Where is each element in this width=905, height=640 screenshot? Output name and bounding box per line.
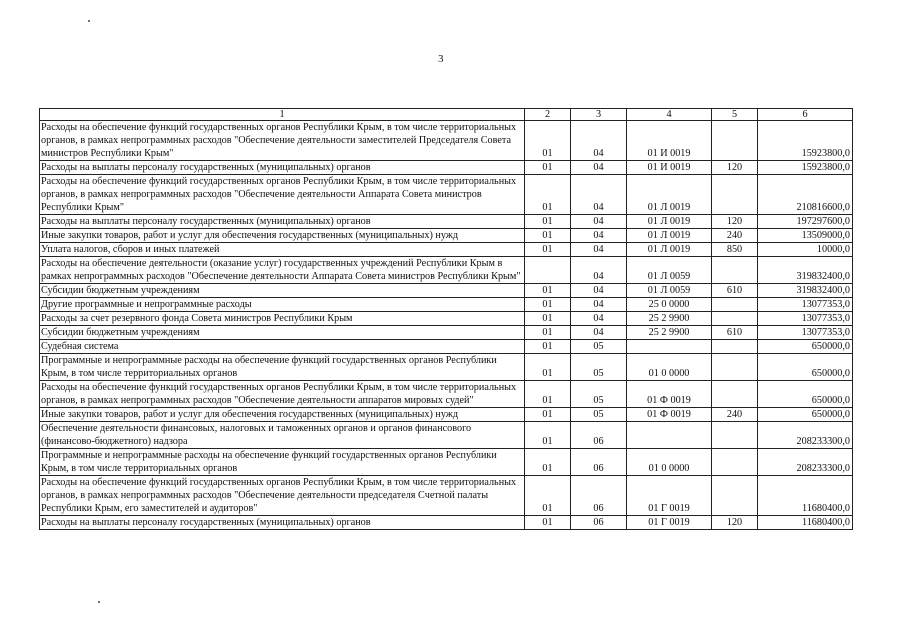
row-target-code-cell: 01 Л 0019 [627, 215, 712, 229]
table-row [40, 229, 853, 243]
row-target-code-cell: 01 Л 0019 [627, 229, 712, 243]
row-amount-cell: 650000,0 [758, 340, 853, 354]
row-section-cell: 01 [525, 298, 571, 312]
row-section-cell: 01 [525, 121, 571, 161]
row-name-cell: Расходы на обеспечение функций государственных органов Республики Крым, в том числе территориальных органов, в рамках непрограммных расходов "Обеспечение деятельности председателя Счетной палаты Республики Крым, его заместителей и аудиторов" [40, 476, 525, 516]
row-expense-type-cell [712, 476, 758, 516]
row-section-cell: 01 [525, 408, 571, 422]
table-row [40, 422, 853, 449]
row-name-cell: Субсидии бюджетным учреждениям [40, 326, 525, 340]
row-name-cell: Программные и непрограммные расходы на обеспечение функций государственных органов Республики Крым, в том числе территориальных органов [40, 449, 525, 476]
row-section-cell: 01 [525, 476, 571, 516]
row-target-code-cell: 01 Г 0019 [627, 476, 712, 516]
row-subsection-cell: 05 [571, 381, 627, 408]
row-target-code-cell: 25 2 9900 [627, 312, 712, 326]
table-row [40, 449, 853, 476]
row-name-cell: Иные закупки товаров, работ и услуг для обеспечения государственных (муниципальных) нужд [40, 408, 525, 422]
row-name-cell: Иные закупки товаров, работ и услуг для обеспечения государственных (муниципальных) нужд [40, 229, 525, 243]
row-section-cell: 01 [525, 229, 571, 243]
table-row [40, 340, 853, 354]
page-number: 3 [438, 53, 444, 65]
table-row [40, 284, 853, 298]
table-row [40, 175, 853, 215]
row-name-cell: Расходы на выплаты персоналу государственных (муниципальных) органов [40, 215, 525, 229]
row-amount-cell: 650000,0 [758, 408, 853, 422]
row-amount-cell: 10000,0 [758, 243, 853, 257]
row-section-cell: 01 [525, 312, 571, 326]
row-expense-type-cell: 120 [712, 161, 758, 175]
table-row [40, 312, 853, 326]
row-subsection-cell: 04 [571, 215, 627, 229]
row-name-cell: Расходы на выплаты персоналу государственных (муниципальных) органов [40, 161, 525, 175]
row-name-cell: Расходы на обеспечение деятельности (оказание услуг) государственных учреждений Республики Крым в рамках непрограммных расходов "Обеспечение деятельности Аппарата Совета министров Республики Крым" [40, 257, 525, 284]
row-subsection-cell: 04 [571, 161, 627, 175]
column-header: 3 [571, 109, 627, 121]
row-expense-type-cell: 610 [712, 284, 758, 298]
column-header: 1 [40, 109, 525, 121]
row-target-code-cell: 25 0 0000 [627, 298, 712, 312]
budget-table [39, 108, 853, 530]
row-expense-type-cell [712, 422, 758, 449]
row-target-code-cell [627, 340, 712, 354]
row-name-cell: Расходы на обеспечение функций государственных органов Республики Крым, в том числе территориальных органов, в рамках непрограммных расходов "Обеспечение деятельности заместителей Председателя Совета министров Республики Крым" [40, 121, 525, 161]
row-name-cell: Субсидии бюджетным учреждениям [40, 284, 525, 298]
row-target-code-cell: 01 Л 0059 [627, 257, 712, 284]
row-amount-cell: 11680400,0 [758, 516, 853, 530]
row-expense-type-cell: 610 [712, 326, 758, 340]
row-expense-type-cell: 850 [712, 243, 758, 257]
scan-speck [98, 601, 100, 603]
table-row [40, 476, 853, 516]
row-expense-type-cell: 120 [712, 516, 758, 530]
column-header-row [40, 109, 853, 121]
row-expense-type-cell: 240 [712, 229, 758, 243]
row-target-code-cell: 01 Л 0019 [627, 243, 712, 257]
row-name-cell: Судебная система [40, 340, 525, 354]
row-expense-type-cell [712, 175, 758, 215]
table-row [40, 381, 853, 408]
table-row [40, 354, 853, 381]
scan-speck [88, 20, 90, 22]
row-amount-cell: 15923800,0 [758, 121, 853, 161]
table-row [40, 121, 853, 161]
column-header: 5 [712, 109, 758, 121]
row-target-code-cell: 01 Г 0019 [627, 516, 712, 530]
row-subsection-cell: 04 [571, 326, 627, 340]
row-subsection-cell: 04 [571, 298, 627, 312]
row-expense-type-cell [712, 354, 758, 381]
row-amount-cell: 208233300,0 [758, 422, 853, 449]
row-subsection-cell: 06 [571, 449, 627, 476]
row-target-code-cell: 01 Ф 0019 [627, 381, 712, 408]
row-amount-cell: 319832400,0 [758, 284, 853, 298]
row-target-code-cell: 01 Л 0059 [627, 284, 712, 298]
row-section-cell: 01 [525, 354, 571, 381]
row-name-cell: Расходы на обеспечение функций государственных органов Республики Крым, в том числе территориальных органов, в рамках непрограммных расходов "Обеспечение деятельности аппаратов мировых судей" [40, 381, 525, 408]
table-row [40, 408, 853, 422]
row-amount-cell: 650000,0 [758, 354, 853, 381]
row-section-cell: 01 [525, 516, 571, 530]
row-expense-type-cell [712, 298, 758, 312]
row-name-cell: Другие программные и непрограммные расходы [40, 298, 525, 312]
row-section-cell [525, 257, 571, 284]
row-expense-type-cell [712, 340, 758, 354]
column-header: 2 [525, 109, 571, 121]
table-row [40, 243, 853, 257]
row-target-code-cell: 01 Ф 0019 [627, 408, 712, 422]
row-expense-type-cell [712, 121, 758, 161]
row-expense-type-cell: 240 [712, 408, 758, 422]
row-subsection-cell: 04 [571, 229, 627, 243]
row-expense-type-cell [712, 312, 758, 326]
row-section-cell: 01 [525, 215, 571, 229]
row-subsection-cell: 06 [571, 476, 627, 516]
row-amount-cell: 13077353,0 [758, 298, 853, 312]
row-expense-type-cell [712, 449, 758, 476]
row-section-cell: 01 [525, 449, 571, 476]
row-section-cell: 01 [525, 381, 571, 408]
row-subsection-cell: 06 [571, 422, 627, 449]
row-name-cell: Уплата налогов, сборов и иных платежей [40, 243, 525, 257]
row-amount-cell: 210816600,0 [758, 175, 853, 215]
row-amount-cell: 650000,0 [758, 381, 853, 408]
row-subsection-cell: 04 [571, 121, 627, 161]
row-section-cell: 01 [525, 243, 571, 257]
row-subsection-cell: 05 [571, 408, 627, 422]
row-name-cell: Обеспечение деятельности финансовых, налоговых и таможенных органов и органов финансового (финансово-бюджетного) надзора [40, 422, 525, 449]
row-amount-cell: 13077353,0 [758, 326, 853, 340]
row-amount-cell: 197297600,0 [758, 215, 853, 229]
row-section-cell: 01 [525, 175, 571, 215]
row-expense-type-cell [712, 381, 758, 408]
row-amount-cell: 11680400,0 [758, 476, 853, 516]
row-section-cell: 01 [525, 340, 571, 354]
row-amount-cell: 15923800,0 [758, 161, 853, 175]
row-amount-cell: 13509000,0 [758, 229, 853, 243]
row-target-code-cell [627, 422, 712, 449]
row-name-cell: Программные и непрограммные расходы на обеспечение функций государственных органов Республики Крым, в том числе территориальных органов [40, 354, 525, 381]
column-header: 6 [758, 109, 853, 121]
table-row [40, 298, 853, 312]
row-target-code-cell: 01 0 0000 [627, 354, 712, 381]
row-subsection-cell: 04 [571, 257, 627, 284]
table-row [40, 215, 853, 229]
row-subsection-cell: 04 [571, 312, 627, 326]
table-row [40, 516, 853, 530]
table-row [40, 257, 853, 284]
row-amount-cell: 208233300,0 [758, 449, 853, 476]
row-subsection-cell: 04 [571, 284, 627, 298]
row-section-cell: 01 [525, 284, 571, 298]
row-amount-cell: 13077353,0 [758, 312, 853, 326]
row-subsection-cell: 04 [571, 243, 627, 257]
row-subsection-cell: 05 [571, 354, 627, 381]
row-section-cell: 01 [525, 422, 571, 449]
row-target-code-cell: 01 0 0000 [627, 449, 712, 476]
row-expense-type-cell: 120 [712, 215, 758, 229]
row-name-cell: Расходы на выплаты персоналу государственных (муниципальных) органов [40, 516, 525, 530]
row-amount-cell: 319832400,0 [758, 257, 853, 284]
row-subsection-cell: 06 [571, 516, 627, 530]
row-section-cell: 01 [525, 326, 571, 340]
row-section-cell: 01 [525, 161, 571, 175]
table-row [40, 161, 853, 175]
row-target-code-cell: 01 Л 0019 [627, 175, 712, 215]
row-target-code-cell: 01 И 0019 [627, 161, 712, 175]
table-row [40, 326, 853, 340]
row-name-cell: Расходы на обеспечение функций государственных органов Республики Крым, в том числе территориальных органов, в рамках непрограммных расходов "Обеспечение деятельности Аппарата Совета министров Республики Крым" [40, 175, 525, 215]
column-header: 4 [627, 109, 712, 121]
row-target-code-cell: 25 2 9900 [627, 326, 712, 340]
row-name-cell: Расходы за счет резервного фонда Совета министров Республики Крым [40, 312, 525, 326]
row-subsection-cell: 05 [571, 340, 627, 354]
row-target-code-cell: 01 И 0019 [627, 121, 712, 161]
row-subsection-cell: 04 [571, 175, 627, 215]
row-expense-type-cell [712, 257, 758, 284]
